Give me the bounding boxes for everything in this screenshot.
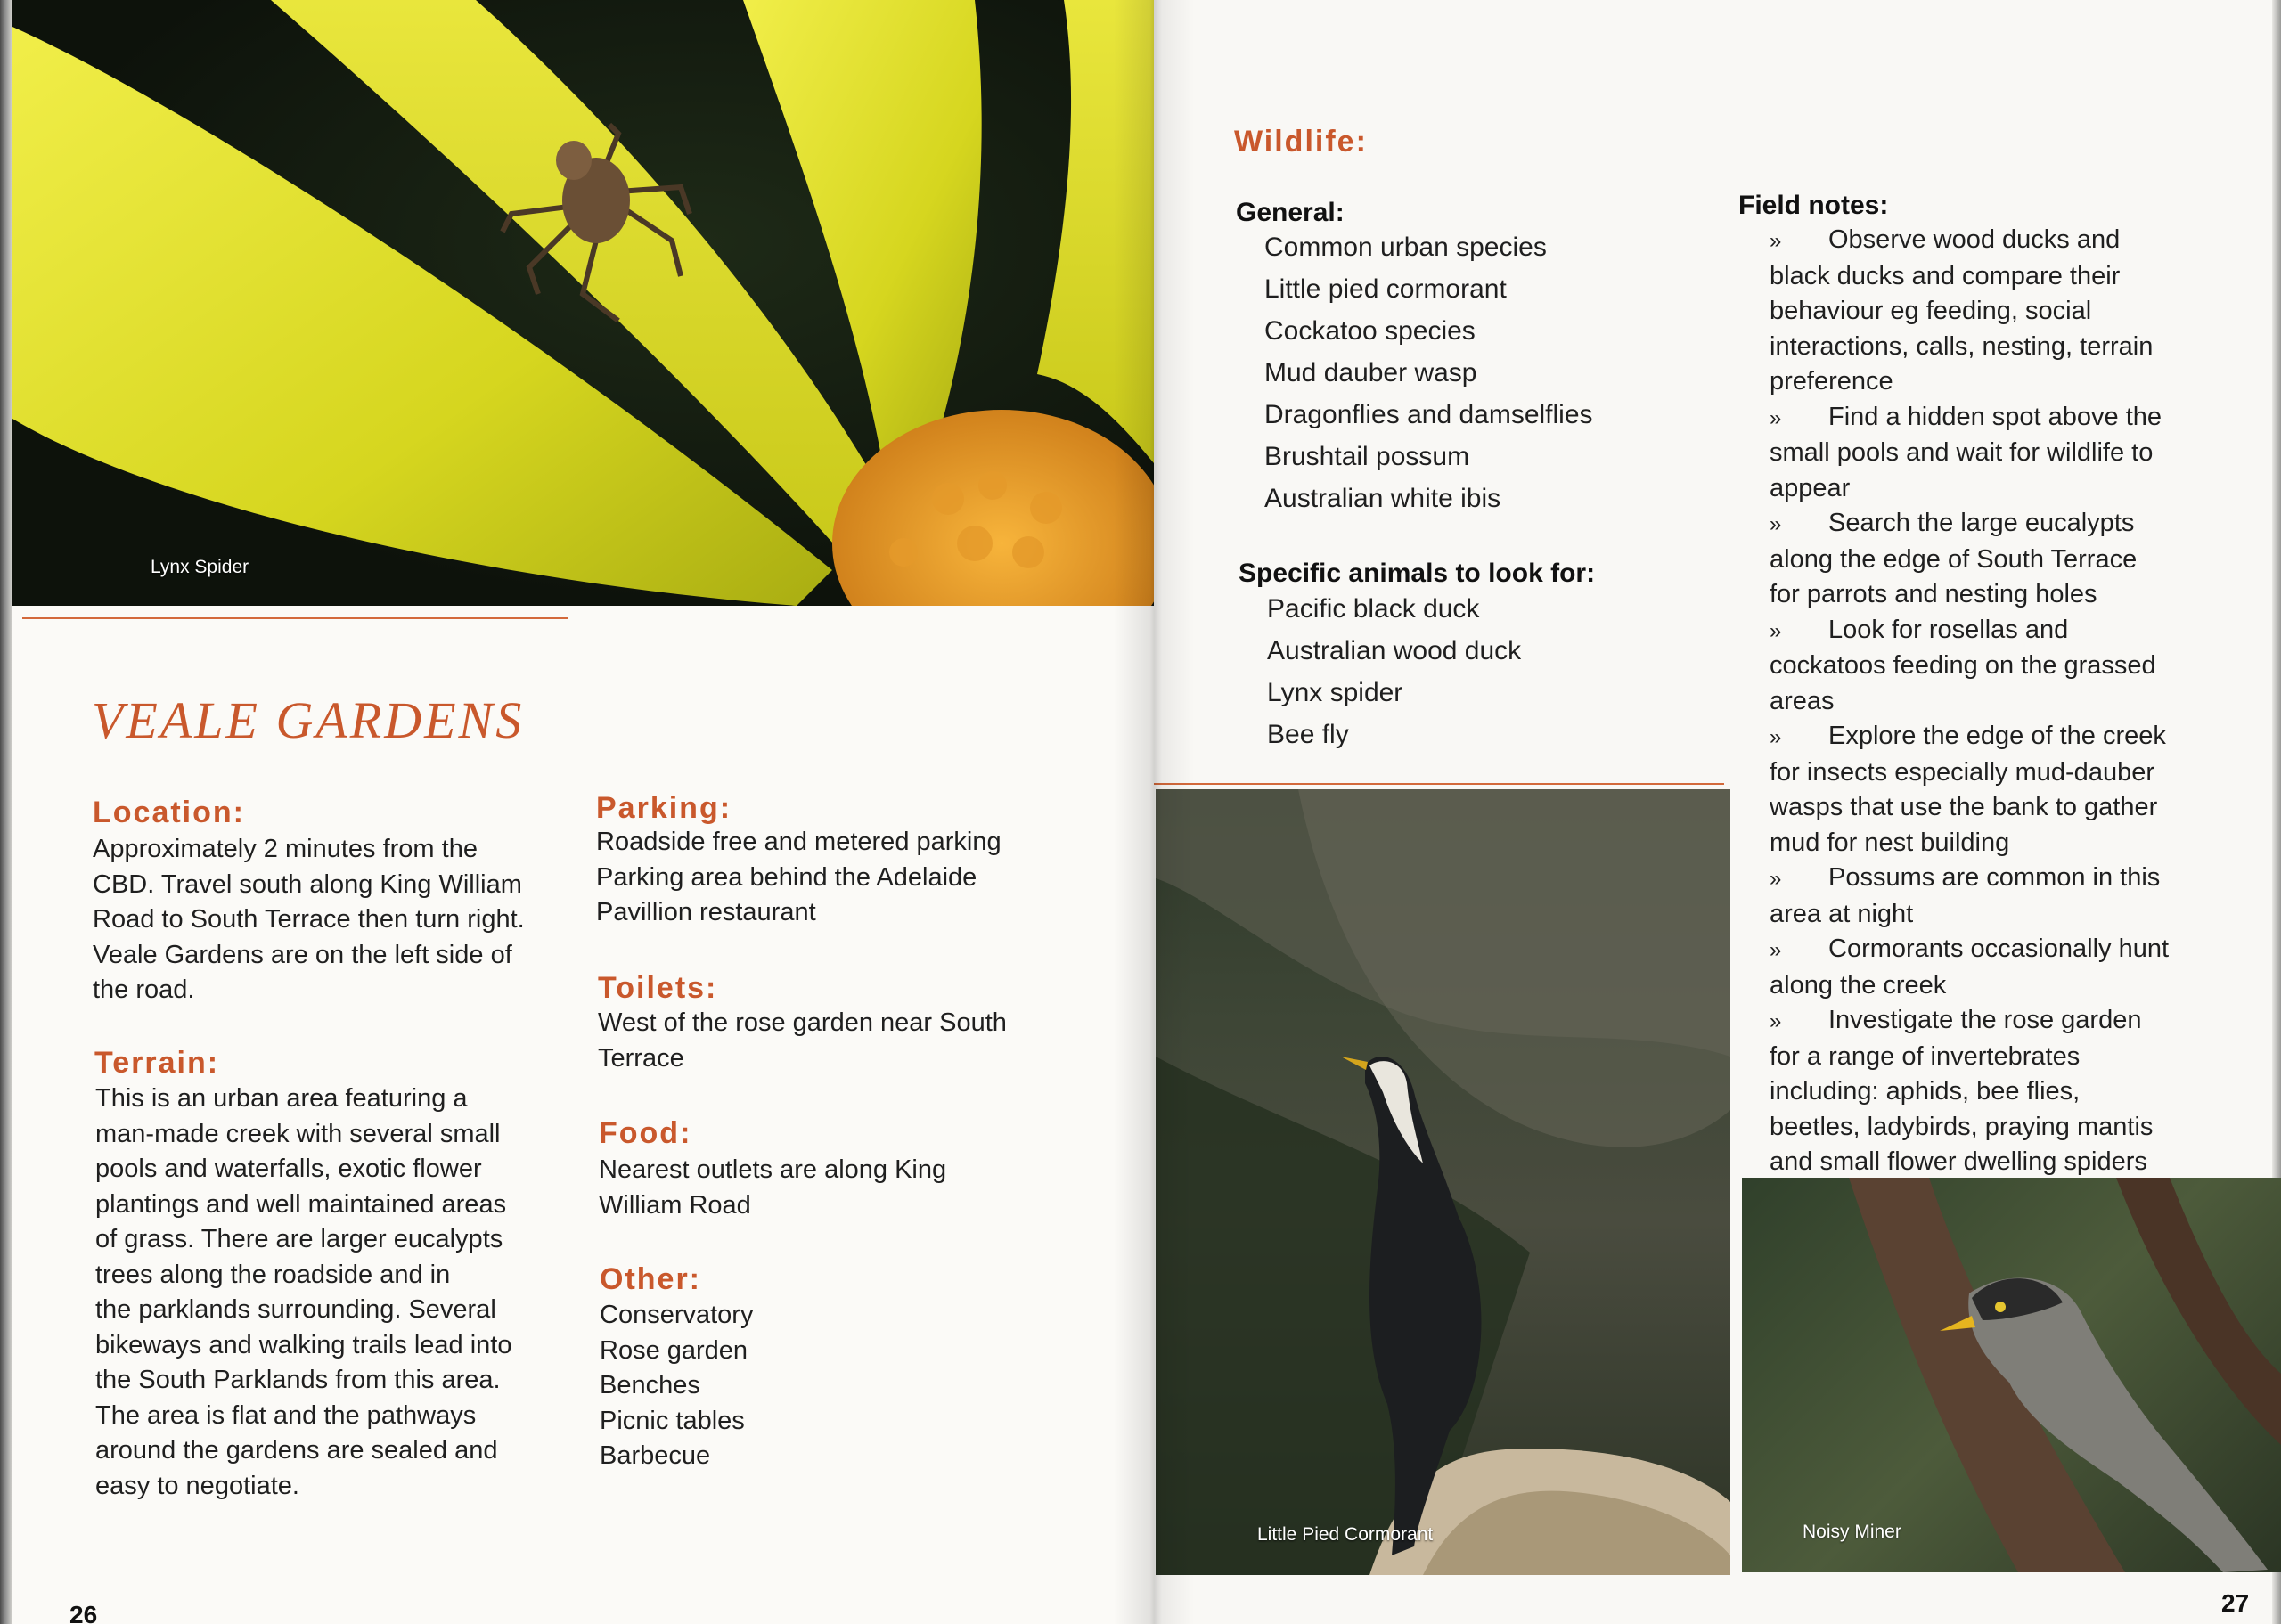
bullet-chevron: » <box>1770 867 1782 891</box>
text-line: for insects especially mud-dauber <box>1770 757 2154 787</box>
text-line: Investigate the rose garden <box>1828 1006 2142 1034</box>
text-line: William Road <box>599 1190 751 1220</box>
text-line: Explore the edge of the creek <box>1828 722 2166 750</box>
field-note-item <box>1770 932 2233 1003</box>
text-line: mud for nest building <box>1770 828 2010 857</box>
text-line: around the gardens are sealed and <box>95 1436 498 1465</box>
field-notes-heading: Field notes: <box>1738 191 1889 220</box>
list-item: Dragonflies and damselflies <box>1264 400 1593 429</box>
other-heading: Other: <box>600 1262 701 1296</box>
bullet-chevron: » <box>1770 512 1782 536</box>
text-line: easy to negotiate. <box>95 1471 299 1500</box>
specific-animals-list <box>1267 588 1521 755</box>
text-line: wasps that use the bank to gather <box>1770 793 2158 821</box>
list-item: Australian wood duck <box>1267 636 1522 665</box>
text-line: beetles, ladybirds, praying mantis <box>1770 1112 2154 1141</box>
text-line: areas <box>1770 686 1835 715</box>
parking-text <box>596 825 1095 931</box>
flower-illustration <box>12 0 1154 606</box>
text-line: Parking area behind the Adelaide <box>596 862 977 892</box>
text-line: Nearest outlets are along King <box>599 1155 947 1184</box>
text-line: Veale Gardens are on the left side of <box>93 940 512 969</box>
text-line: small pools and wait for wildlife to <box>1770 438 2154 467</box>
list-item: Barbecue <box>600 1441 711 1470</box>
text-line: Road to South Terrace then turn right. <box>93 905 525 934</box>
text-line: area at night <box>1770 899 1914 928</box>
text-line: of grass. There are larger eucalypts <box>95 1225 503 1253</box>
text-line: plantings and well maintained areas <box>95 1189 507 1219</box>
text-line: along the edge of South Terrace <box>1770 544 2138 574</box>
field-note-item <box>1770 719 2233 861</box>
list-item: Bee fly <box>1267 720 1349 749</box>
text-line: bikeways and walking trails lead into <box>95 1330 512 1359</box>
general-heading: General: <box>1236 198 1345 227</box>
text-line: Roadside free and metered parking <box>596 828 1002 856</box>
list-item: Pacific black duck <box>1267 594 1480 624</box>
list-item: Rose garden <box>600 1335 748 1365</box>
other-list <box>600 1298 1099 1474</box>
noisy-miner-photo <box>1742 1178 2281 1572</box>
text-line: the South Parklands from this area. <box>95 1366 501 1394</box>
terrain-text <box>95 1081 576 1504</box>
text-line: along the creek <box>1770 970 1947 1000</box>
list-item: Mud dauber wasp <box>1264 358 1477 388</box>
cormorant-illustration <box>1156 789 1730 1575</box>
toilets-heading: Toilets: <box>598 971 718 1005</box>
text-line: man-made creek with several small <box>95 1119 501 1148</box>
divider-rule-right <box>1154 783 1724 785</box>
text-line: preference <box>1770 367 1893 396</box>
list-item: Lynx spider <box>1267 678 1403 707</box>
text-line: including: aphids, bee flies, <box>1770 1077 2081 1106</box>
text-line: interactions, calls, nesting, terrain <box>1770 331 2154 361</box>
text-line: the parklands surrounding. Several <box>95 1295 496 1324</box>
toilets-text <box>598 1006 1097 1076</box>
page-number-right: 27 <box>2221 1589 2250 1617</box>
page-title: VEALE GARDENS <box>92 691 525 749</box>
specific-animals-heading: Specific animals to look for: <box>1239 559 1596 588</box>
text-line: and small flower dwelling spiders <box>1770 1147 2147 1176</box>
list-item: Common urban species <box>1264 233 1547 262</box>
food-heading: Food: <box>599 1116 692 1150</box>
wildlife-heading: Wildlife: <box>1234 125 1368 159</box>
photo-caption-cormorant: Little Pied Cormorant <box>1257 1524 1434 1545</box>
field-notes-list <box>1770 223 2233 1180</box>
field-note-item <box>1770 400 2233 507</box>
text-line: for parrots and nesting holes <box>1770 580 2097 608</box>
text-line: Search the large eucalypts <box>1828 509 2135 537</box>
text-line: CBD. Travel south along King William <box>93 869 522 899</box>
text-line: behaviour eg feeding, social <box>1770 297 2092 325</box>
text-line: Cormorants occasionally hunt <box>1828 934 2170 963</box>
text-line: black ducks and compare their <box>1770 261 2121 290</box>
bullet-chevron: » <box>1770 229 1782 253</box>
food-text <box>599 1153 1098 1223</box>
text-line: Observe wood ducks and <box>1828 225 2121 254</box>
text-line: trees along the roadside and in <box>95 1260 451 1289</box>
text-line: West of the rose garden near South <box>598 1008 1007 1037</box>
cormorant-beak <box>1341 1057 1368 1070</box>
bullet-chevron: » <box>1770 725 1782 749</box>
text-line: This is an urban area featuring a <box>95 1084 468 1113</box>
bullet-chevron: » <box>1770 938 1782 962</box>
bullet-chevron: » <box>1770 618 1782 643</box>
text-line: cockatoos feeding on the grassed <box>1770 651 2156 680</box>
list-item: Australian white ibis <box>1264 484 1501 513</box>
text-line: for a range of invertebrates <box>1770 1041 2081 1071</box>
location-heading: Location: <box>93 796 245 829</box>
terrain-heading: Terrain: <box>94 1046 220 1080</box>
list-item: Benches <box>600 1371 700 1400</box>
lynx-spider-photo <box>12 0 1154 606</box>
text-line: the road. <box>93 975 195 1004</box>
field-note-item <box>1770 861 2233 932</box>
text-line: Possums are common in this <box>1828 863 2161 892</box>
field-note-item <box>1770 223 2233 400</box>
list-item: Cockatoo species <box>1264 316 1476 346</box>
list-item: Brushtail possum <box>1264 442 1470 471</box>
photo-caption-lynx-spider: Lynx Spider <box>151 557 249 577</box>
noisy-miner-illustration <box>1742 1178 2281 1572</box>
text-line: Look for rosellas and <box>1828 615 2069 644</box>
bullet-chevron: » <box>1770 405 1782 430</box>
general-list <box>1264 226 1593 519</box>
text-line: Terrace <box>598 1043 684 1073</box>
divider-rule <box>22 617 568 619</box>
cormorant-photo <box>1156 789 1730 1575</box>
text-line: The area is flat and the pathways <box>95 1400 477 1430</box>
list-item: Conservatory <box>600 1301 754 1329</box>
bullet-chevron: » <box>1770 1009 1782 1033</box>
book-edge <box>0 0 12 1624</box>
text-line: Find a hidden spot above the <box>1828 402 2162 431</box>
field-note-item <box>1770 1003 2233 1180</box>
text-line: Pavillion restaurant <box>596 898 816 926</box>
field-note-item <box>1770 506 2233 613</box>
location-text <box>93 832 574 1008</box>
parking-heading: Parking: <box>596 791 732 825</box>
list-item: Picnic tables <box>600 1406 745 1435</box>
text-line: Approximately 2 minutes from the <box>93 835 478 863</box>
page-number-left: 26 <box>69 1601 98 1624</box>
field-note-item <box>1770 613 2233 720</box>
text-line: appear <box>1770 473 1851 502</box>
list-item: Little pied cormorant <box>1264 274 1507 304</box>
photo-caption-noisy-miner: Noisy Miner <box>1803 1522 1901 1542</box>
text-line: pools and waterfalls, exotic flower <box>95 1155 482 1183</box>
